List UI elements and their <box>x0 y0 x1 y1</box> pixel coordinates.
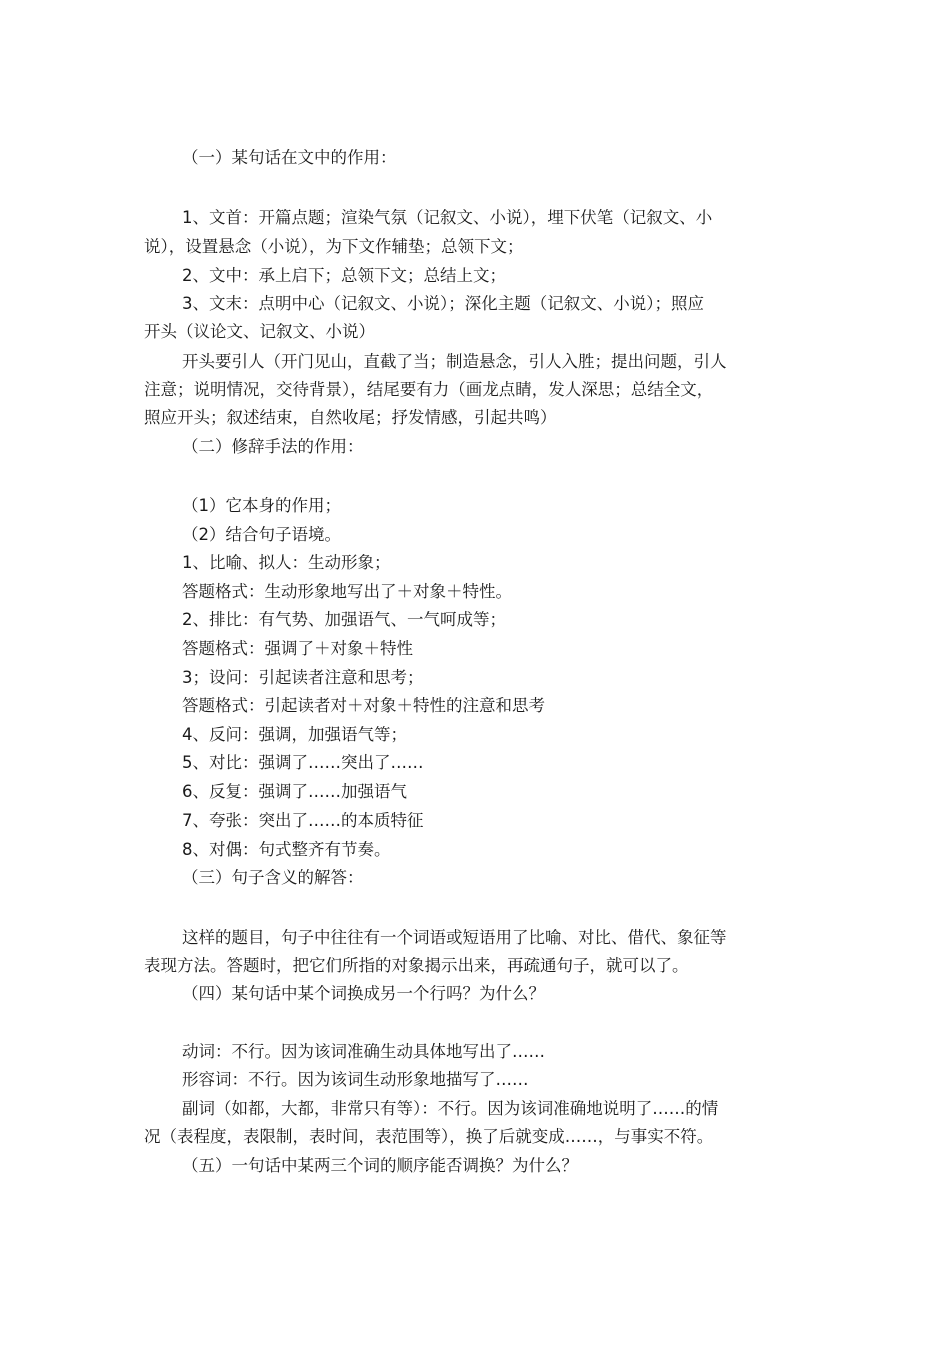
text-line: 况（表程度，表限制，表时间，表范围等），换了后就变成……，与事实不符。 <box>144 1127 714 1146</box>
text-line: 2、文中：承上启下；总领下文；总结上文； <box>182 266 506 285</box>
text-line: （1）它本身的作用； <box>182 496 341 515</box>
text-line: 照应开头；叙述结束，自然收尾；抒发情感，引起共鸣） <box>144 408 557 427</box>
text-line: 答题格式：引起读者对＋对象＋特性的注意和思考 <box>182 696 545 715</box>
text-line: 开头要引人（开门见山，直截了当；制造悬念，引人入胜；提出问题，引人 <box>182 352 727 371</box>
text-line: 注意；说明情况，交待背景），结尾要有力（画龙点睛，发人深思；总结全文， <box>144 380 714 399</box>
text-line: 形容词：不行。因为该词生动形象地描写了…… <box>182 1070 529 1089</box>
text-line: 7、夸张：突出了……的本质特征 <box>182 811 424 830</box>
text-line: 4、反问：强调，加强语气等； <box>182 725 407 744</box>
text-line: 8、对偶：句式整齐有节奏。 <box>182 840 391 859</box>
text-line: 2、排比：有气势、加强语气、一气呵成等； <box>182 610 506 629</box>
text-line: 说），设置悬念（小说），为下文作辅垫；总领下文； <box>144 237 524 256</box>
text-line: 3、文末：点明中心（记叙文、小说）；深化主题（记叙文、小说）；照应 <box>182 294 704 313</box>
text-line: 这样的题目，句子中往往有一个词语或短语用了比喻、对比、借代、象征等 <box>182 928 727 947</box>
text-line: （五）一句话中某两三个词的顺序能否调换？为什么？ <box>182 1156 578 1175</box>
text-line: 答题格式：生动形象地写出了＋对象＋特性。 <box>182 582 512 601</box>
text-line: 开头（议论文、记叙文、小说） <box>144 322 375 341</box>
text-line: （二）修辞手法的作用： <box>182 437 364 456</box>
text-line: 1、文首：开篇点题；渲染气氛（记叙文、小说），埋下伏笔（记叙文、小 <box>182 208 713 227</box>
text-line: （四）某句话中某个词换成另一个行吗？为什么？ <box>182 984 545 1003</box>
text-line: （一）某句话在文中的作用： <box>182 148 397 167</box>
text-line: （2）结合句子语境。 <box>182 525 341 544</box>
text-line: 1、比喻、拟人：生动形象； <box>182 553 391 572</box>
text-line: 副词（如都，大都，非常只有等）：不行。因为该词准确地说明了……的情 <box>182 1099 719 1118</box>
text-line: （三）句子含义的解答： <box>182 868 364 887</box>
text-line: 表现方法。答题时，把它们所指的对象揭示出来，再疏通句子，就可以了。 <box>144 956 689 975</box>
text-line: 5、对比：强调了……突出了…… <box>182 753 424 772</box>
text-line: 答题格式：强调了＋对象＋特性 <box>182 639 413 658</box>
text-line: 3；设问：引起读者注意和思考； <box>182 668 424 687</box>
text-line: 6、反复：强调了……加强语气 <box>182 782 407 801</box>
text-line: 动词：不行。因为该词准确生动具体地写出了…… <box>182 1042 545 1061</box>
